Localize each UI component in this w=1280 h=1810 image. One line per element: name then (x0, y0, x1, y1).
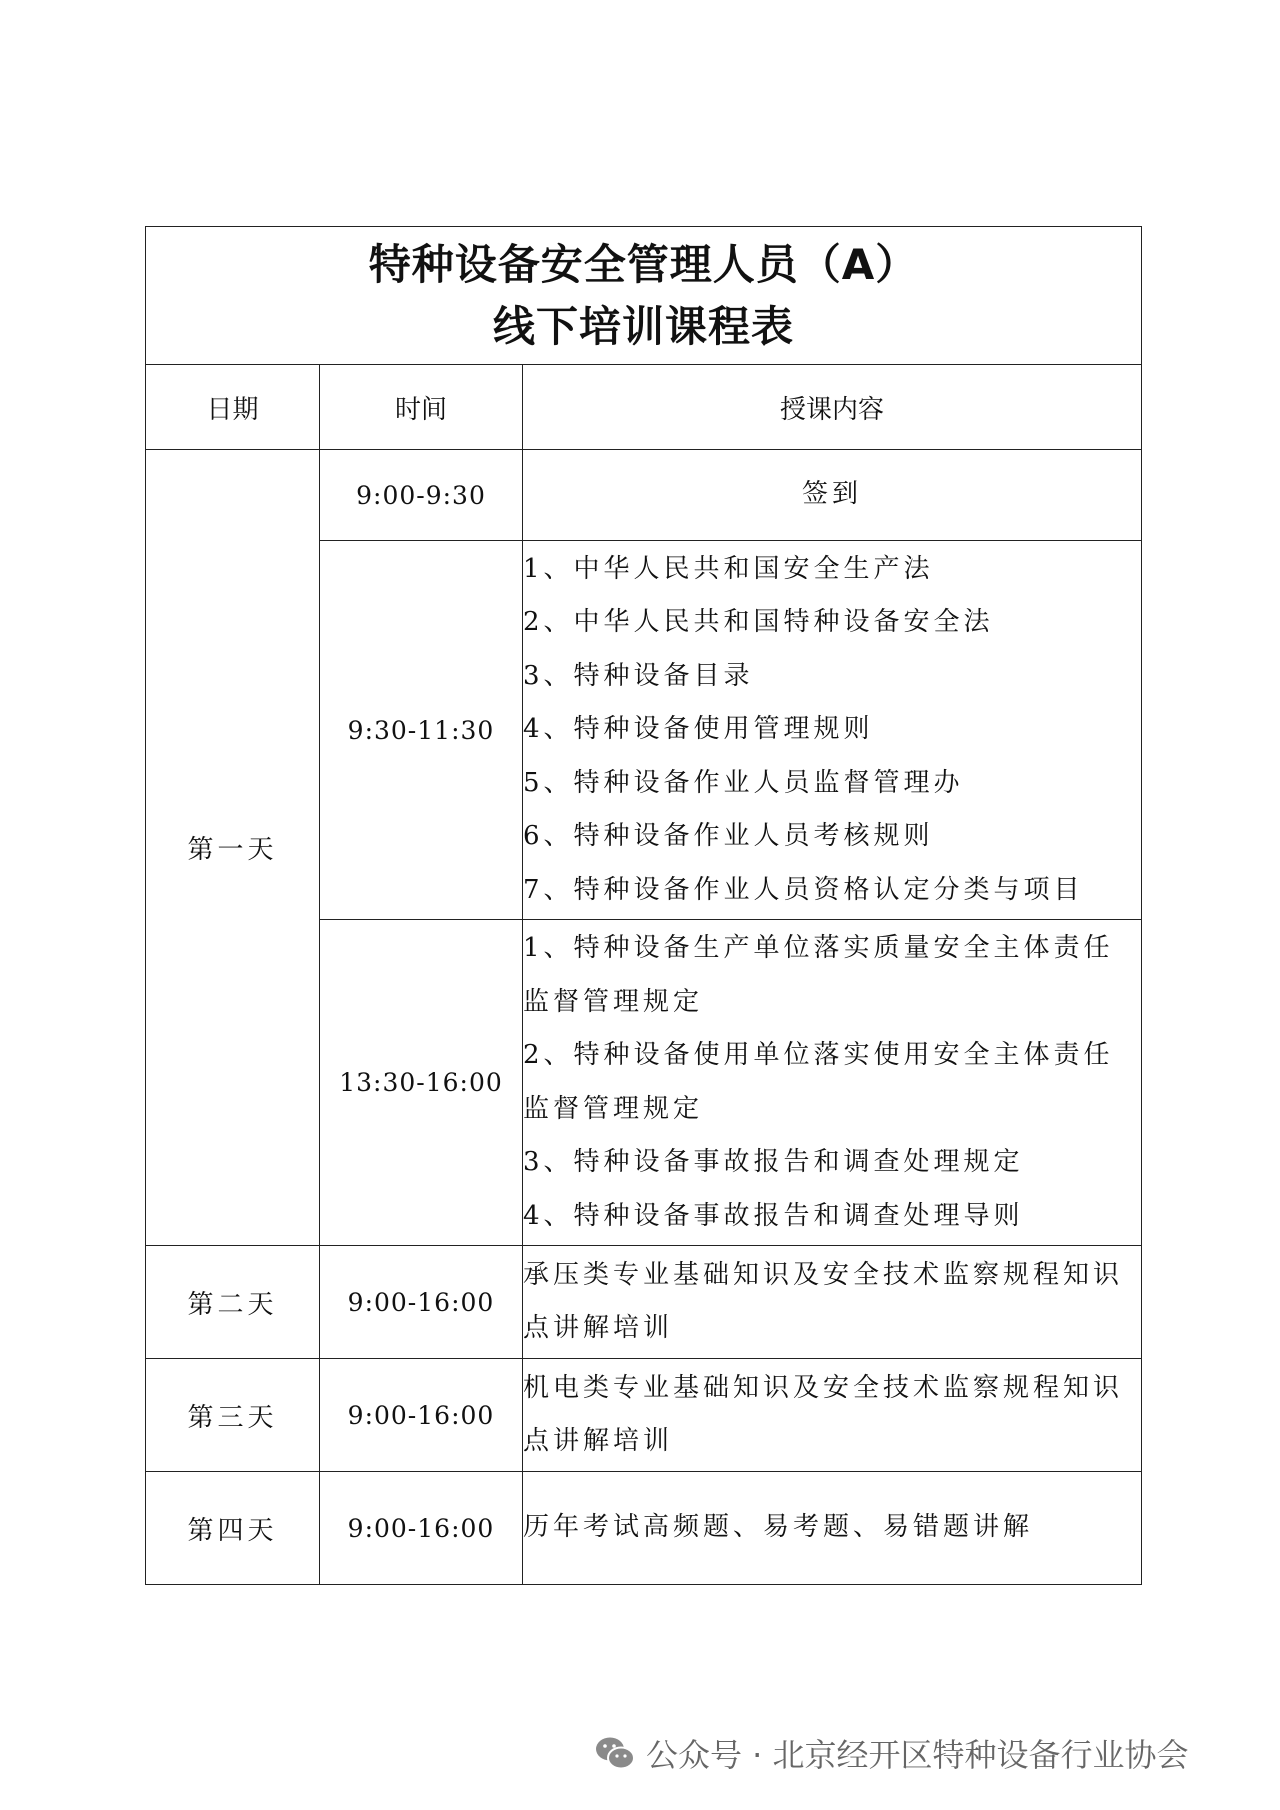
title-row (146, 227, 1142, 365)
list-item: 签到 (802, 479, 863, 510)
title-line-2: 线下培训课程表 (493, 301, 795, 351)
table-title (146, 227, 1142, 365)
list-item: 7、特种设备作业人员资格认定分类与项目 (523, 874, 1084, 905)
day3-content: 机电类专业基础知识及安全技术监察规程知识点讲解培训 (523, 1359, 1142, 1472)
day1-slot1-time: 9:00-9:30 (320, 450, 523, 541)
table-row (146, 450, 1142, 541)
day1-slot2-time: 9:30-11:30 (320, 541, 523, 920)
wechat-icon (594, 1734, 636, 1772)
day2-time: 9:00-16:00 (320, 1246, 523, 1359)
list-item: 6、特种设备作业人员考核规则 (523, 821, 934, 852)
list-item: 2、中华人民共和国特种设备安全法 (523, 607, 994, 638)
list-item: 4、特种设备事故报告和调查处理导则 (523, 1200, 1024, 1231)
wechat-watermark (594, 1728, 1189, 1778)
title-line-1: 特种设备安全管理人员（A） (368, 239, 919, 289)
day2-content: 承压类专业基础知识及安全技术监察规程知识点讲解培训 (523, 1246, 1142, 1359)
header-row (146, 365, 1142, 450)
table-row (146, 1246, 1142, 1359)
day1-slot2-content (523, 541, 1142, 920)
day4-time: 9:00-16:00 (320, 1472, 523, 1585)
header-content: 授课内容 (523, 365, 1142, 450)
table-row (146, 1472, 1142, 1585)
course-schedule-table (145, 226, 1142, 1585)
list-item: 5、特种设备作业人员监督管理办 (523, 767, 964, 798)
table-row (146, 1359, 1142, 1472)
day3-label: 第三天 (146, 1359, 320, 1472)
day1-slot1-content (523, 450, 1142, 541)
day4-label: 第四天 (146, 1472, 320, 1585)
day2-label: 第二天 (146, 1246, 320, 1359)
day1-slot3-time: 13:30-16:00 (320, 920, 523, 1246)
list-item: 1、中华人民共和国安全生产法 (523, 553, 934, 584)
day4-content: 历年考试高频题、易考题、易错题讲解 (523, 1472, 1142, 1585)
list-item: 4、特种设备使用管理规则 (523, 714, 874, 745)
day1-label: 第一天 (146, 450, 320, 1246)
list-item: 3、特种设备目录 (523, 660, 754, 691)
day1-slot3-content (523, 920, 1142, 1246)
list-item: 3、特种设备事故报告和调查处理规定 (523, 1147, 1024, 1177)
header-date: 日期 (146, 365, 320, 450)
list-item: 2、特种设备使用单位落实使用安全主体责任监督管理规定 (523, 1040, 1114, 1124)
watermark-text: 公众号 · 北京经开区特种设备行业协会 (646, 1736, 1189, 1774)
header-time: 时间 (320, 365, 523, 450)
day3-time: 9:00-16:00 (320, 1359, 523, 1472)
list-item: 1、特种设备生产单位落实质量安全主体责任监督管理规定 (523, 933, 1114, 1017)
